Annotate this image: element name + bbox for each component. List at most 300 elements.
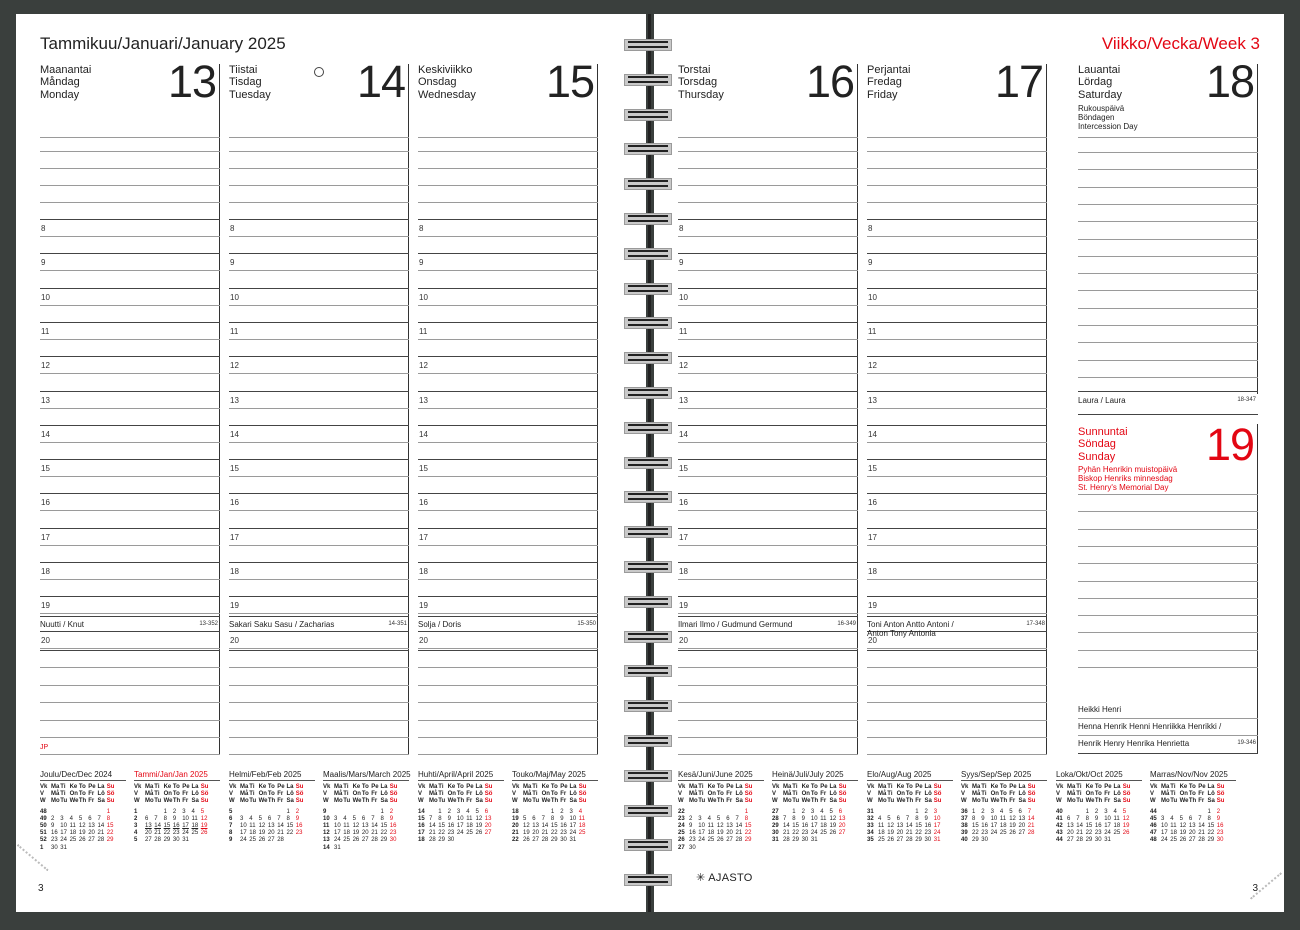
- writing-line[interactable]: [1078, 546, 1258, 547]
- writing-line[interactable]: [1078, 581, 1258, 582]
- calendar-day-cell: 28: [429, 837, 436, 844]
- hour-line[interactable]: [867, 596, 1047, 597]
- hour-line[interactable]: [418, 391, 598, 392]
- half-hour-line[interactable]: [229, 510, 409, 511]
- calendar-header-cell: Ma: [878, 784, 887, 791]
- hour-line[interactable]: [418, 459, 598, 460]
- calendar-day-cell: 4: [1113, 808, 1117, 815]
- notes-line[interactable]: [229, 685, 409, 686]
- hour-line[interactable]: [678, 425, 858, 426]
- hour-line[interactable]: [229, 356, 409, 357]
- hour-line[interactable]: [40, 631, 220, 632]
- half-hour-line[interactable]: [867, 545, 1047, 546]
- half-hour-line[interactable]: [418, 545, 598, 546]
- calendar-day-cell: 11: [707, 823, 714, 830]
- writing-line[interactable]: [1078, 187, 1258, 188]
- writing-line[interactable]: [1078, 598, 1258, 599]
- half-hour-line[interactable]: [40, 339, 220, 340]
- half-hour-line[interactable]: [40, 648, 220, 649]
- hour-line[interactable]: [418, 253, 598, 254]
- notes-line[interactable]: [678, 720, 858, 721]
- hour-line[interactable]: [678, 596, 858, 597]
- writing-line[interactable]: [418, 151, 598, 152]
- calendar-header-cell: Ti: [60, 791, 66, 798]
- hour-label: 15: [230, 464, 239, 474]
- calendar-day-cell: [145, 809, 154, 816]
- calendar-day-cell: 14: [371, 823, 378, 830]
- calendar-day-cell: 8: [972, 815, 976, 822]
- writing-line[interactable]: [1078, 290, 1258, 291]
- spiral-ring: [624, 804, 672, 818]
- half-hour-line[interactable]: [229, 648, 409, 649]
- notes-line[interactable]: [40, 685, 220, 686]
- calendar-day-cell: 25: [678, 830, 685, 837]
- notes-line[interactable]: [418, 685, 598, 686]
- hour-line[interactable]: [418, 528, 598, 529]
- calendar-day-cell: [783, 809, 792, 816]
- calendar-day-cell: 19: [200, 823, 208, 830]
- spiral-ring: [624, 838, 672, 852]
- half-hour-line[interactable]: [229, 545, 409, 546]
- writing-line[interactable]: [1078, 667, 1258, 668]
- writing-line[interactable]: [418, 168, 598, 169]
- half-hour-line[interactable]: [867, 236, 1047, 237]
- hour-label: 11: [679, 326, 688, 336]
- writing-line[interactable]: [1078, 221, 1258, 222]
- calendar-day-cell: 4: [707, 815, 711, 822]
- calendar-header-cell: We: [1085, 798, 1095, 805]
- hour-line[interactable]: [229, 288, 409, 289]
- calendar-header-row: [323, 791, 399, 798]
- half-hour-line[interactable]: [229, 373, 409, 374]
- calendar-header-cell: Ke: [990, 784, 999, 791]
- half-hour-line[interactable]: [678, 579, 858, 580]
- hour-line[interactable]: [418, 219, 598, 220]
- writing-line[interactable]: [40, 202, 220, 203]
- ring-wire: [628, 429, 668, 431]
- notes-line[interactable]: [229, 720, 409, 721]
- writing-line[interactable]: [867, 151, 1047, 152]
- hour-label: 10: [230, 292, 239, 302]
- hour-line[interactable]: [40, 528, 220, 529]
- notes-line[interactable]: [678, 754, 858, 755]
- notes-line[interactable]: [678, 667, 858, 668]
- hour-line[interactable]: [867, 528, 1047, 529]
- hour-line[interactable]: [678, 288, 858, 289]
- hour-line[interactable]: [229, 425, 409, 426]
- hour-label: 8: [419, 224, 424, 233]
- hour-line[interactable]: [867, 562, 1047, 563]
- mini-calendar: [323, 770, 409, 852]
- writing-line[interactable]: [678, 137, 858, 138]
- notes-line[interactable]: [40, 667, 220, 668]
- calendar-header-cell: Ti: [981, 784, 987, 791]
- calendar-header-cell: Sö: [106, 791, 115, 798]
- calendar-header-cell: On: [541, 791, 550, 798]
- calendar-header-cell: Lö: [829, 791, 837, 798]
- notes-line[interactable]: [867, 754, 1047, 755]
- calendar-day-cell: 1: [792, 808, 796, 815]
- hour-line[interactable]: [867, 425, 1047, 426]
- hour-label: 14: [868, 429, 877, 439]
- writing-line[interactable]: [867, 168, 1047, 169]
- half-hour-line[interactable]: [229, 408, 409, 409]
- half-hour-line[interactable]: [40, 373, 220, 374]
- hour-line[interactable]: [418, 631, 598, 632]
- hour-line[interactable]: [678, 219, 858, 220]
- half-hour-line[interactable]: [229, 613, 409, 614]
- mini-calendar-table: [1056, 784, 1132, 845]
- calendar-day-cell: 29: [744, 837, 752, 844]
- page-number-left: 3: [38, 883, 44, 894]
- half-hour-line[interactable]: [678, 408, 858, 409]
- half-hour-line[interactable]: [418, 339, 598, 340]
- notes-line[interactable]: [229, 754, 409, 755]
- half-hour-line[interactable]: [867, 579, 1047, 580]
- writing-line[interactable]: [1078, 137, 1258, 138]
- calendar-day-cell: 26: [1122, 830, 1130, 837]
- hour-line[interactable]: [40, 562, 220, 563]
- hour-line[interactable]: [229, 493, 409, 494]
- hour-line[interactable]: [678, 562, 858, 563]
- calendar-header-cell: Ma: [972, 784, 981, 791]
- hour-line[interactable]: [418, 322, 598, 323]
- calendar-day-cell: 7: [735, 815, 739, 822]
- calendar-day-cell: 6: [361, 815, 366, 822]
- half-hour-line[interactable]: [40, 442, 220, 443]
- hour-line[interactable]: [418, 493, 598, 494]
- ring-wire: [628, 290, 668, 292]
- notes-line[interactable]: [40, 737, 220, 738]
- writing-line[interactable]: [867, 202, 1047, 203]
- writing-line[interactable]: [867, 185, 1047, 186]
- mini-calendar-table: [418, 784, 494, 845]
- writing-line[interactable]: [229, 151, 409, 152]
- calendar-day-cell: [532, 809, 541, 816]
- half-hour-line[interactable]: [40, 579, 220, 580]
- half-hour-line[interactable]: [867, 305, 1047, 306]
- notes-line[interactable]: [678, 685, 858, 686]
- writing-line[interactable]: [1078, 273, 1258, 274]
- calendar-day-cell: 24: [456, 830, 464, 837]
- half-hour-line[interactable]: [678, 476, 858, 477]
- notes-line[interactable]: [40, 754, 220, 755]
- half-hour-line[interactable]: [229, 270, 409, 271]
- writing-line[interactable]: [1078, 615, 1258, 616]
- hour-line[interactable]: [867, 219, 1047, 220]
- writing-line[interactable]: [1078, 563, 1258, 564]
- ring-wire: [628, 881, 668, 883]
- writing-line[interactable]: [1078, 152, 1258, 153]
- hour-line[interactable]: [229, 219, 409, 220]
- writing-line[interactable]: [229, 202, 409, 203]
- calendar-header-cell: Ti: [1170, 791, 1176, 798]
- hour-line[interactable]: [229, 391, 409, 392]
- hour-label: 8: [679, 224, 684, 233]
- half-hour-line[interactable]: [678, 339, 858, 340]
- writing-line[interactable]: [1078, 650, 1258, 651]
- calendar-header-cell: Ke: [541, 784, 550, 791]
- half-hour-line[interactable]: [678, 373, 858, 374]
- notes-line[interactable]: [229, 667, 409, 668]
- half-hour-line[interactable]: [229, 236, 409, 237]
- half-hour-line[interactable]: [867, 270, 1047, 271]
- calendar-day-cell: [523, 809, 532, 816]
- calendar-week-row: [678, 845, 754, 852]
- notes-line[interactable]: [229, 737, 409, 738]
- writing-line[interactable]: [1078, 494, 1258, 495]
- calendar-header-cell: To: [456, 791, 464, 798]
- day-names: Perjantai Fredag Friday: [867, 64, 911, 101]
- half-hour-line[interactable]: [867, 373, 1047, 374]
- half-hour-line[interactable]: [40, 408, 220, 409]
- hour-line[interactable]: [418, 356, 598, 357]
- calendar-day-cell: 5: [258, 815, 262, 822]
- notes-line[interactable]: [867, 737, 1047, 738]
- calendar-header-cell: Ma: [1161, 784, 1170, 791]
- notes-line[interactable]: [867, 667, 1047, 668]
- saturday-bottom-line: [1078, 391, 1258, 392]
- half-hour-line[interactable]: [867, 442, 1047, 443]
- hour-line[interactable]: [867, 391, 1047, 392]
- half-hour-line[interactable]: [867, 613, 1047, 614]
- half-hour-line[interactable]: [678, 510, 858, 511]
- writing-line[interactable]: [678, 185, 858, 186]
- half-hour-line[interactable]: [678, 270, 858, 271]
- calendar-header-cell: Fr: [1198, 798, 1205, 805]
- half-hour-line[interactable]: [867, 510, 1047, 511]
- half-hour-line[interactable]: [418, 579, 598, 580]
- notes-line[interactable]: [418, 754, 598, 755]
- notes-line[interactable]: [229, 702, 409, 703]
- hour-line[interactable]: [40, 356, 220, 357]
- hour-line[interactable]: [678, 322, 858, 323]
- notes-line[interactable]: [867, 702, 1047, 703]
- writing-line[interactable]: [1078, 377, 1258, 378]
- hour-line[interactable]: [229, 528, 409, 529]
- writing-line[interactable]: [229, 137, 409, 138]
- writing-line[interactable]: [1078, 308, 1258, 309]
- calendar-day-cell: 11: [69, 823, 76, 830]
- half-hour-line[interactable]: [678, 305, 858, 306]
- writing-line[interactable]: [1078, 204, 1258, 205]
- half-hour-line[interactable]: [418, 648, 598, 649]
- half-hour-line[interactable]: [40, 270, 220, 271]
- calendar-header-cell: Fr: [371, 798, 378, 805]
- hour-line[interactable]: [40, 322, 220, 323]
- half-hour-line[interactable]: [40, 236, 220, 237]
- notes-line[interactable]: [867, 720, 1047, 721]
- writing-line[interactable]: [40, 185, 220, 186]
- hour-line[interactable]: [40, 425, 220, 426]
- writing-line[interactable]: [40, 151, 220, 152]
- notes-line[interactable]: [418, 720, 598, 721]
- notes-line[interactable]: [418, 667, 598, 668]
- calendar-day-cell: 18: [343, 830, 350, 837]
- half-hour-line[interactable]: [867, 648, 1047, 649]
- notes-line[interactable]: [418, 737, 598, 738]
- mini-calendar: [678, 770, 764, 852]
- calendar-header-cell: Ti: [1170, 784, 1176, 791]
- hour-line[interactable]: [678, 391, 858, 392]
- calendar-header-cell: Su: [484, 784, 493, 791]
- half-hour-line[interactable]: [678, 613, 858, 614]
- hour-line[interactable]: [678, 631, 858, 632]
- half-hour-line[interactable]: [418, 408, 598, 409]
- writing-line[interactable]: [678, 151, 858, 152]
- calendar-header-row: [961, 798, 1037, 805]
- hour-line[interactable]: [867, 322, 1047, 323]
- notes-line[interactable]: [40, 702, 220, 703]
- hour-line[interactable]: [867, 493, 1047, 494]
- writing-line[interactable]: [418, 137, 598, 138]
- hour-line[interactable]: [40, 219, 220, 220]
- calendar-week-row: [1056, 823, 1132, 830]
- hour-line[interactable]: [678, 493, 858, 494]
- calendar-day-cell: [70, 809, 79, 816]
- half-hour-line[interactable]: [418, 270, 598, 271]
- calendar-week-row: [134, 830, 210, 837]
- writing-line[interactable]: [1078, 169, 1258, 170]
- writing-line[interactable]: [229, 185, 409, 186]
- ring-wire: [628, 707, 668, 709]
- hour-line[interactable]: [418, 562, 598, 563]
- half-hour-line[interactable]: [418, 613, 598, 614]
- hour-line[interactable]: [40, 493, 220, 494]
- hour-line[interactable]: [40, 459, 220, 460]
- calendar-header-cell: Må: [783, 791, 792, 798]
- writing-line[interactable]: [678, 202, 858, 203]
- notes-line[interactable]: [867, 685, 1047, 686]
- half-hour-line[interactable]: [678, 236, 858, 237]
- calendar-header-cell: Vk: [134, 784, 142, 791]
- half-hour-line[interactable]: [418, 305, 598, 306]
- writing-line[interactable]: [1078, 325, 1258, 326]
- notes-line[interactable]: [678, 737, 858, 738]
- hour-line[interactable]: [418, 596, 598, 597]
- calendar-day-cell: 4: [999, 808, 1004, 815]
- half-hour-line[interactable]: [229, 339, 409, 340]
- writing-line[interactable]: [678, 168, 858, 169]
- hour-line[interactable]: [867, 459, 1047, 460]
- hour-label: 13: [868, 395, 877, 405]
- calendar-day-cell: 15: [418, 815, 425, 822]
- notes-line[interactable]: [40, 720, 220, 721]
- calendar-week-row: [512, 837, 588, 844]
- hour-line[interactable]: [418, 288, 598, 289]
- calendar-day-cell: 17: [240, 830, 247, 837]
- calendar-header-cell: Sö: [1027, 791, 1036, 798]
- hour-line[interactable]: [40, 391, 220, 392]
- half-hour-line[interactable]: [40, 476, 220, 477]
- writing-line[interactable]: [40, 137, 220, 138]
- half-hour-line[interactable]: [867, 476, 1047, 477]
- hour-line[interactable]: [229, 562, 409, 563]
- hour-line[interactable]: [229, 596, 409, 597]
- half-hour-line[interactable]: [40, 510, 220, 511]
- hour-line[interactable]: [678, 356, 858, 357]
- calendar-header-cell: On: [990, 791, 999, 798]
- hour-line[interactable]: [867, 356, 1047, 357]
- calendar-header-cell: V: [1150, 791, 1155, 798]
- half-hour-line[interactable]: [418, 476, 598, 477]
- hour-line[interactable]: [229, 322, 409, 323]
- writing-line[interactable]: [40, 168, 220, 169]
- writing-line[interactable]: [1078, 256, 1258, 257]
- writing-line[interactable]: [867, 137, 1047, 138]
- writing-line[interactable]: [1078, 342, 1258, 343]
- hour-line[interactable]: [229, 459, 409, 460]
- writing-line[interactable]: [229, 168, 409, 169]
- hour-line[interactable]: [678, 528, 858, 529]
- calendar-week-row: [678, 809, 754, 816]
- hour-line[interactable]: [418, 425, 598, 426]
- half-hour-line[interactable]: [418, 510, 598, 511]
- half-hour-line[interactable]: [418, 373, 598, 374]
- calendar-header-cell: Ke: [69, 784, 78, 791]
- half-hour-line[interactable]: [40, 545, 220, 546]
- calendar-day-cell: [201, 837, 210, 844]
- notes-line[interactable]: [678, 702, 858, 703]
- half-hour-line[interactable]: [418, 442, 598, 443]
- calendar-week-row: [40, 816, 116, 823]
- half-hour-line[interactable]: [229, 579, 409, 580]
- half-hour-line[interactable]: [229, 476, 409, 477]
- hour-line[interactable]: [867, 253, 1047, 254]
- calendar-header-cell: We: [896, 798, 906, 805]
- writing-line[interactable]: [1078, 239, 1258, 240]
- hour-line[interactable]: [867, 288, 1047, 289]
- writing-line[interactable]: [418, 185, 598, 186]
- writing-line[interactable]: [1078, 632, 1258, 633]
- half-hour-line[interactable]: [229, 305, 409, 306]
- calendar-header-cell: Må: [878, 791, 887, 798]
- hour-line[interactable]: [678, 459, 858, 460]
- hour-line[interactable]: [678, 253, 858, 254]
- writing-line[interactable]: [1078, 511, 1258, 512]
- half-hour-line[interactable]: [229, 442, 409, 443]
- calendar-day-cell: 13: [726, 823, 733, 830]
- ring-wire: [628, 76, 668, 78]
- notes-line[interactable]: [418, 702, 598, 703]
- half-hour-line[interactable]: [40, 613, 220, 614]
- writing-line[interactable]: [418, 202, 598, 203]
- hour-line[interactable]: [229, 253, 409, 254]
- calendar-day-cell: 26: [716, 837, 724, 844]
- half-hour-line[interactable]: [678, 442, 858, 443]
- hour-line[interactable]: [40, 596, 220, 597]
- half-hour-line[interactable]: [40, 305, 220, 306]
- writing-line[interactable]: [1078, 529, 1258, 530]
- half-hour-line[interactable]: [678, 545, 858, 546]
- calendar-day-cell: 16: [924, 823, 932, 830]
- day-names: Keskiviikko Onsdag Wednesday: [418, 64, 476, 101]
- half-hour-line[interactable]: [867, 339, 1047, 340]
- writing-line[interactable]: [1078, 360, 1258, 361]
- calendar-day-cell: [353, 845, 362, 852]
- calendar-day-cell: 6: [229, 815, 233, 822]
- calendar-header-row: [867, 798, 943, 805]
- hour-line[interactable]: [229, 631, 409, 632]
- hour-line[interactable]: [40, 253, 220, 254]
- calendar-day-cell: 5: [1179, 815, 1183, 822]
- half-hour-line[interactable]: [867, 408, 1047, 409]
- calendar-day-cell: 7: [371, 815, 375, 822]
- half-hour-line[interactable]: [678, 648, 858, 649]
- calendar-header-cell: Ma: [145, 784, 154, 791]
- half-hour-line[interactable]: [418, 236, 598, 237]
- hour-line[interactable]: [40, 288, 220, 289]
